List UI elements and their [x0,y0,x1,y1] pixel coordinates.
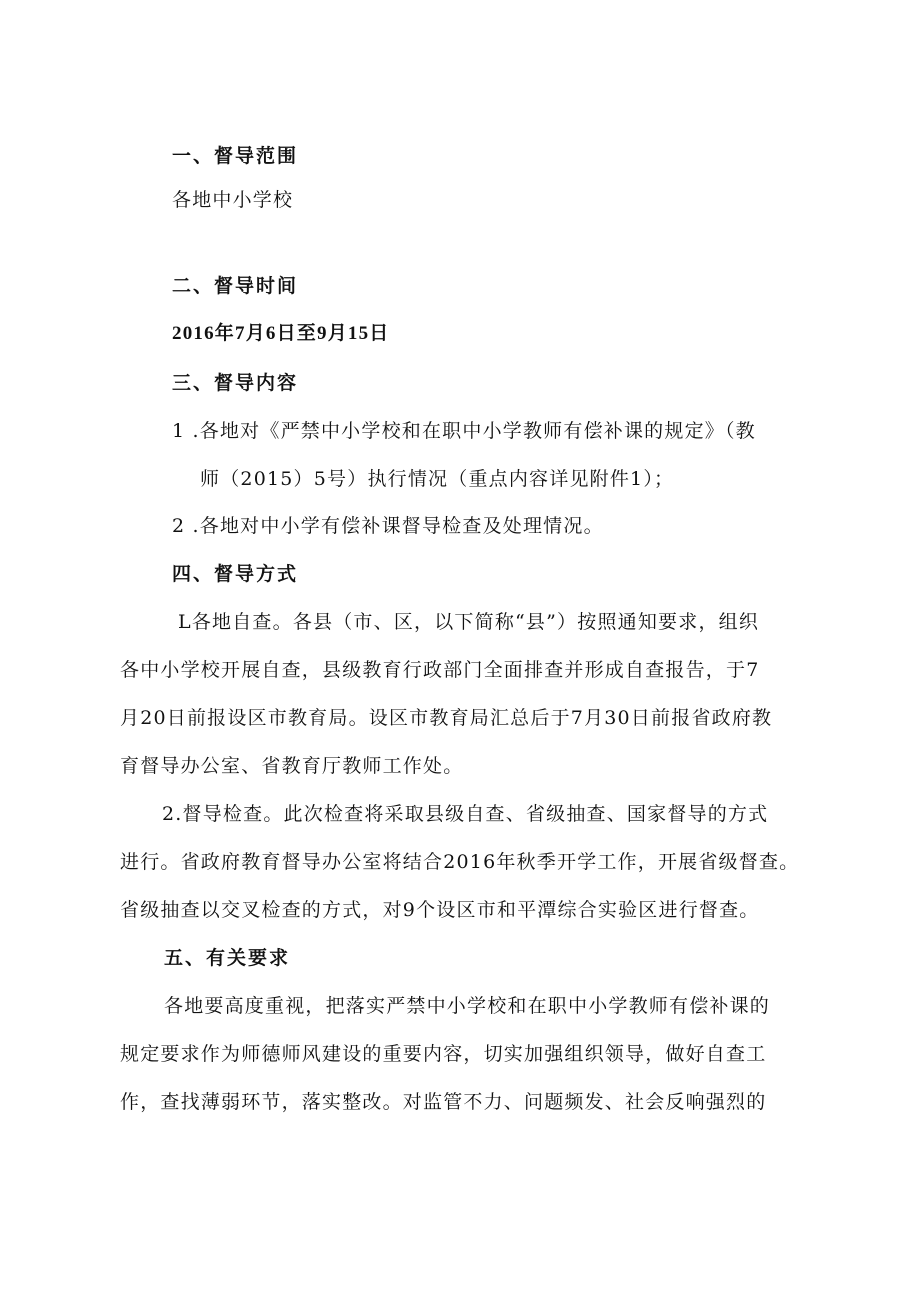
method-p1-line-3: 月20日前报设区市教育局。设区市教育局汇总后于7月30日前报省政府教 [120,707,773,729]
content-item-2: 2 .各地对中小学有偿补课督导检查及处理情况。 [172,515,604,537]
requirements-line-2: 规定要求作为师德师风建设的重要内容，切实加强组织领导，做好自查工 [120,1043,767,1065]
section-heading-requirements: 五、有关要求 [164,947,291,969]
section-heading-method: 四、督导方式 [172,563,299,585]
method-p2-line-2: 进行。省政府教育督导办公室将结合2016年秋季开学工作，开展省级督查。 [120,851,800,873]
method-p2-line-3: 省级抽查以交叉检查的方式，对9个设区市和平潭综合实验区进行督查。 [120,899,760,921]
method-p2-line-1: 2.督导检查。此次检查将采取县级自查、省级抽查、国家督导的方式 [162,803,769,825]
section-body-time: 2016年7月6日至9月15日 [172,323,390,344]
requirements-line-3: 作，查找薄弱环节，落实整改。对监管不力、问题频发、社会反响强烈的 [120,1091,767,1113]
section-heading-content: 三、督导内容 [172,372,299,394]
method-p1-line-4: 育督导办公室、省教育厅教师工作处。 [120,755,464,777]
method-p1-line-1: L各地自查。各县（市、区，以下简称“县”）按照通知要求，组织 [178,611,760,633]
requirements-line-1: 各地要高度重视，把落实严禁中小学校和在职中小学教师有偿补课的 [164,995,771,1017]
section-heading-time: 二、督导时间 [172,275,299,297]
section-heading-scope: 一、督导范围 [172,145,299,167]
section-body-scope: 各地中小学校 [172,189,294,211]
content-item-1-line-1: 1 .各地对《严禁中小学校和在职中小学教师有偿补课的规定》（教 [172,420,756,442]
content-item-1-line-2: 师（2015）5号）执行情况（重点内容详见附件1）； [200,468,675,490]
method-p1-line-2: 各中小学校开展自查，县级教育行政部门全面排查并形成自查报告，于7 [120,659,760,681]
